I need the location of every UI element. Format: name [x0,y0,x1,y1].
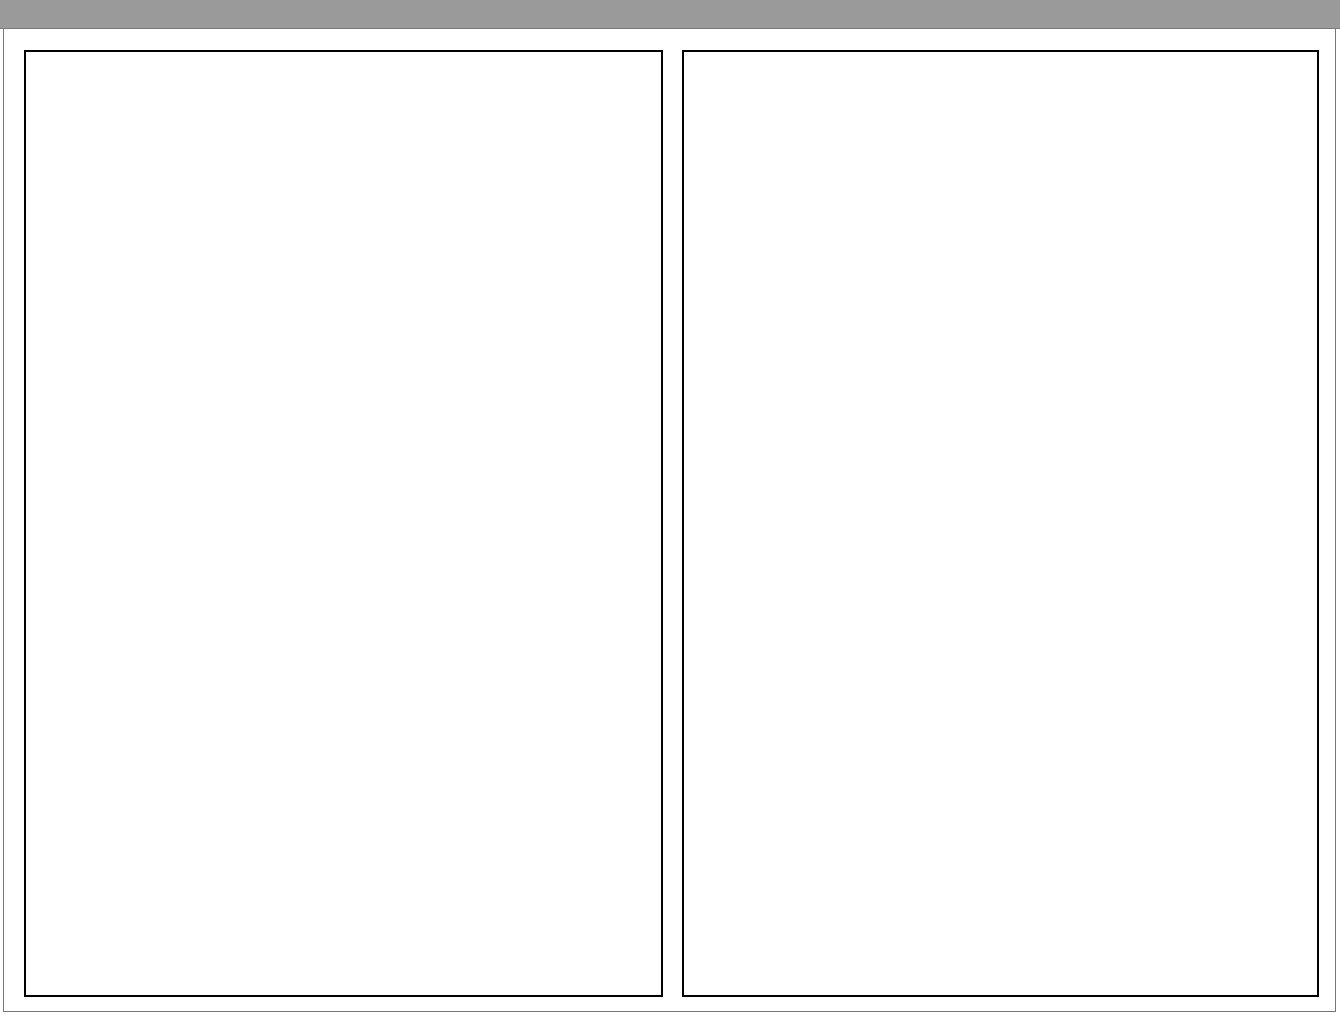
sheet-left [24,50,663,997]
sheet-right [682,50,1319,997]
sheet-grid [26,52,661,995]
title-bar [0,0,1340,29]
sheet-grid [684,52,1317,995]
